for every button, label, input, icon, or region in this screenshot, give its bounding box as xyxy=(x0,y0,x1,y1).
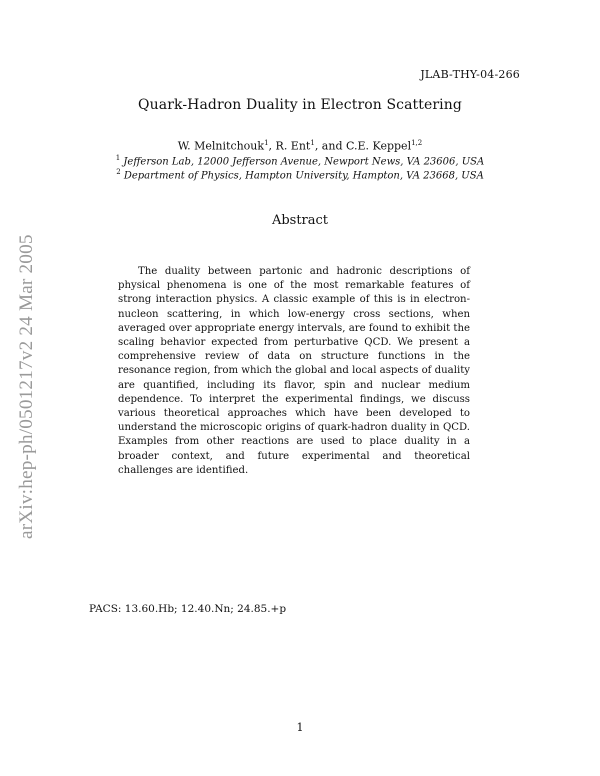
author-name: R. Ent xyxy=(275,139,311,153)
arxiv-stamp-text: arXiv:hep-ph/0501217v2 24 Mar 2005 xyxy=(16,234,37,539)
abstract-body: The duality between partonic and hadronic descriptions of physical phenomena is one of the most remarkable features of strong interaction physics. A classic example of this is in electron-nucleon scattering, in which low-energy cross sections, when averaged over appropriate energy intervals, are found to exhibit the scaling behavior expected from perturbative QCD. We present a comprehensive review of data on structure functions in the resonance region, from which the global and local aspects of duality are quantified, including its flavor, spin and nuclear medium dependence. To interpret the experimental findings, we discuss various theoretical approaches which have been developed to understand the microscopic origins of quark-hadron duality in QCD. Examples from other reactions are used to place duality in a broader context, and future experimental and theoretical challenges are identified. xyxy=(118,266,470,476)
affiliation-number: 2 xyxy=(116,168,121,176)
affiliation-text: Jefferson Lab, 12000 Jefferson Avenue, Newport News, VA 23606, USA xyxy=(123,156,485,168)
author-name: C.E. Keppel xyxy=(346,139,412,153)
author-affiliation-mark: 1 xyxy=(310,139,315,147)
pacs-codes: PACS: 13.60.Hb; 12.40.Nn; 24.85.+p xyxy=(89,603,287,615)
affiliation-number: 1 xyxy=(115,154,121,162)
affiliation-text: Department of Physics, Hampton University, Hampton, VA 23668, USA xyxy=(123,170,484,182)
author-affiliation-mark: 1,2 xyxy=(411,139,423,147)
author-affiliation-mark: 1 xyxy=(264,139,269,147)
affiliation-2 xyxy=(0,168,600,181)
report-number: JLAB-THY-04-266 xyxy=(420,68,520,81)
abstract-heading: Abstract xyxy=(271,213,329,228)
author-separator: , xyxy=(268,139,276,153)
page-number: 1 xyxy=(296,721,304,734)
author-separator: , and xyxy=(314,139,346,153)
author-list xyxy=(0,139,600,153)
paper-title: Quark-Hadron Duality in Electron Scattering xyxy=(138,97,462,113)
author-name: W. Melnitchouk xyxy=(177,139,265,153)
arxiv-stamp xyxy=(14,199,40,539)
affiliation-1 xyxy=(0,154,600,167)
